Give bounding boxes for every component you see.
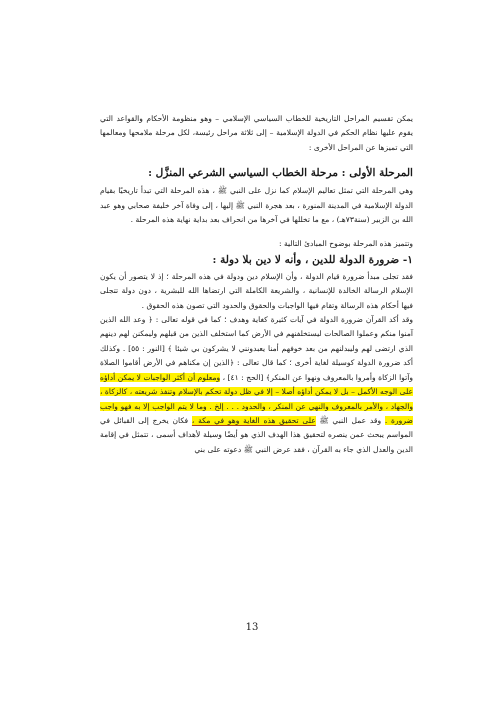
principle-heading: ١- ضرورة الدولة للدين ، وأنه لا دين بلا دولة : — [212, 253, 413, 266]
page-number: 13 — [245, 622, 259, 633]
spacer — [100, 227, 413, 237]
principles-lead: وتتميز هذه المرحلة بوضوح المبادئ التالية : — [279, 239, 413, 249]
section-heading: المرحلة الأولى : مرحلة الخطاب السياسي الشرعي المنزَّل : — [148, 167, 413, 180]
paragraph-text: وقد عمل النبي ﷺ — [315, 415, 385, 425]
paragraph-text: فكان يخرج إلى القبائل في المواسم يبحث عمن ينصره لتحقيق هذا الهدف الذي هو أيضًا وسيلة لأهداف أسمى ، تتمثل في إقامة الدين والعدل الذي جاء به القرآن ، فقد عرض النبي ﷺ دعوته على بني — [100, 415, 413, 454]
section-paragraph: وهي المرحلة التي تمثل تعاليم الإسلام كما نزل على النبي ﷺ ، هذه المرحلة التي تبدأ تاريخيًا بقيام الدولة الإسلامية في المدينة المنورة ، بعد هجرة النبي ﷺ إليها ، إلى وفاة آخر خليفة صحابي وهو عبد الله بن الزبير (سنة٧٣هـ) ، مع ما تخللها في آخرها من انحراف بعد بداية نهاية هذه المرحلة . — [100, 186, 413, 225]
principle-paragraph-1: فقد تجلى مبدأ ضرورة قيام الدولة ، وأن الإسلام دين ودولة في هذه المرحلة ؛ إذ لا يتصور أن يكون الإسلام الرسالة الخالدة للإنسانية ، والشريعة الكاملة التي ارتضاها الله للبشرية ، دون دولة تتجلى فيها أحكام هذه الرسالة وتقام فيها الواجبات والحقوق والحدود التي تصون هذه الحقوق . — [100, 271, 413, 310]
paragraph-text: وقد أكد القرآن ضرورة الدولة في آيات كثيرة كغاية وهدف ؛ كما في قوله تعالى : ﴿ وعد الله الذين آمنوا منكم وعملوا الصالحات ليستخلفنهم في الأرض كما استخلف الذين من قبلهم وليمكنن لهم دينهم الذي ارتضى لهم وليبدلنهم من بعد خوفهم أمنا يعبدونني لا يشركون بي شيئا ﴾ [النور : ٥٥] . وكذلك أكد ضرورة الدولة كوسيلة لغاية أخرى ؛ كما قال تعالى : ﴿الذين إن مكناهم في الأرض أقاموا الصلاة وآتوا الزكاة وأمروا بالمعروف ونهوا عن المنكر﴾ [الحج : ٤١] ، — [100, 315, 413, 382]
highlighted-text: ومعلوم أن أكثر الواجبات لا يمكن أداؤه على الوجه الأكمل – بل لا يمكن أداؤه أصلا – إلا في ظل دولة تحكم بالإسلام وتنفذ شريعته ، كالزكاة ، والجهاد ، والأمر بالمعروف والنهي عن المنكر ، والحدود . . . إلخ . وما لا يتم الواجب إلا به فهو واجب ضرورة . — [100, 372, 413, 425]
principle-paragraph-2 — [100, 313, 413, 457]
page-content — [100, 112, 413, 457]
intro-paragraph: يمكن تقسيم المراحل التاريخية للخطاب السياسي الإسلامي – وهو منظومة الأحكام والقواعد التي يقوم عليها نظام الحكم في الدولة الإسلامية – إلى ثلاثة مراحل رئيسة، لكل مرحلة ملامحها ومعالمها التي تميزها عن المراحل الأخرى : — [100, 114, 413, 152]
underlined-highlighted-text: على تحقيق هذه الغاية وهو في مكة ، — [191, 415, 316, 425]
